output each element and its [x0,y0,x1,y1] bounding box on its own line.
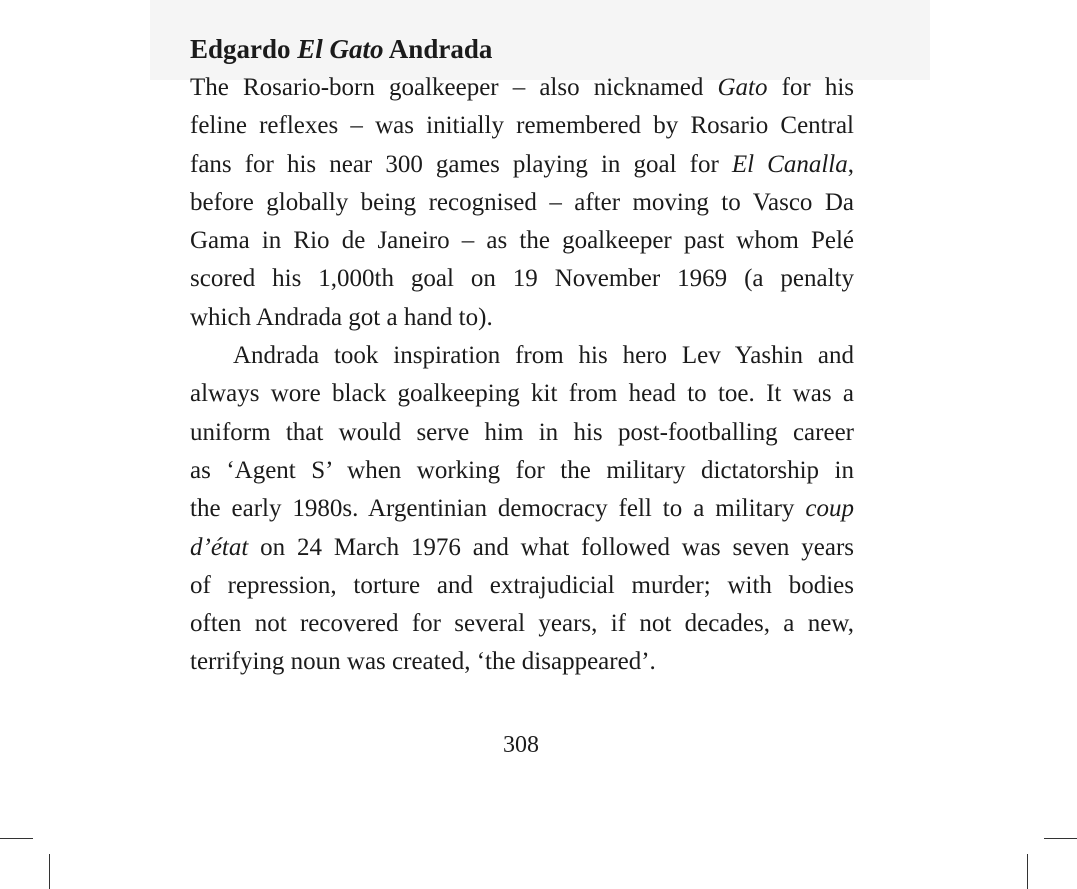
paragraph-1 [190,69,854,337]
paragraph-line [190,69,854,107]
crop-mark-left-vertical [49,854,50,889]
paragraph-line: which Andrada got a hand to). [190,303,493,331]
italic-run: Gato [717,74,768,101]
paragraph-line: uniform that would serve him in his post-footballing career [190,418,854,446]
paragraph-line [190,146,854,184]
paragraph-line: scored his 1,000th goal on 19 November 1969 (a penalty [190,265,854,293]
paragraph-2 [190,337,854,682]
crop-mark-right-horizontal [1044,838,1077,839]
italic-run: El Canalla [731,150,848,178]
crop-mark-right-vertical [1027,854,1028,889]
crop-mark-left-horizontal [0,838,33,839]
heading-last-name: Andrada [383,34,493,64]
paragraph-line: before globally being recognised – after moving to Vasco Da [190,188,854,216]
text-run: on 24 March 1976 and what followed was seven years [248,533,854,561]
paragraph-line: often not recovered for several years, if not decades, a new, [190,610,854,638]
text-block [190,30,854,682]
heading-first-name: Edgardo [190,34,298,64]
paragraph-line: Andrada took inspiration from his hero Lev Yashin and [233,342,854,370]
page-number: 308 [503,732,539,758]
text-run: for his [767,74,855,101]
text-run: the early 1980s. Argentinian democracy fell to a military [190,495,806,523]
italic-run: d’état [190,533,249,561]
paragraph-line [190,529,854,567]
text-run: The Rosario-born goalkeeper – also nicknamed [190,74,718,101]
text-run: , [847,150,854,178]
paragraph-line [190,490,854,528]
paragraph-line: terrifying noun was created, ‘the disappeared’. [190,648,656,676]
paragraph-line: of repression, torture and extrajudicial murder; with bodies [190,571,854,599]
paragraph-line: feline reflexes – was initially remembered by Rosario Central [190,112,854,140]
section-heading [190,30,854,68]
heading-nickname: El Gato [297,34,384,64]
paragraph-line: Gama in Rio de Janeiro – as the goalkeeper past whom Pelé [190,227,854,255]
text-run: fans for his near 300 games playing in goal for [190,150,732,178]
paragraph-line: as ‘Agent S’ when working for the military dictatorship in [190,456,854,484]
italic-run: coup [805,495,854,523]
paragraph-line: always wore black goalkeeping kit from head to toe. It was a [190,380,854,408]
